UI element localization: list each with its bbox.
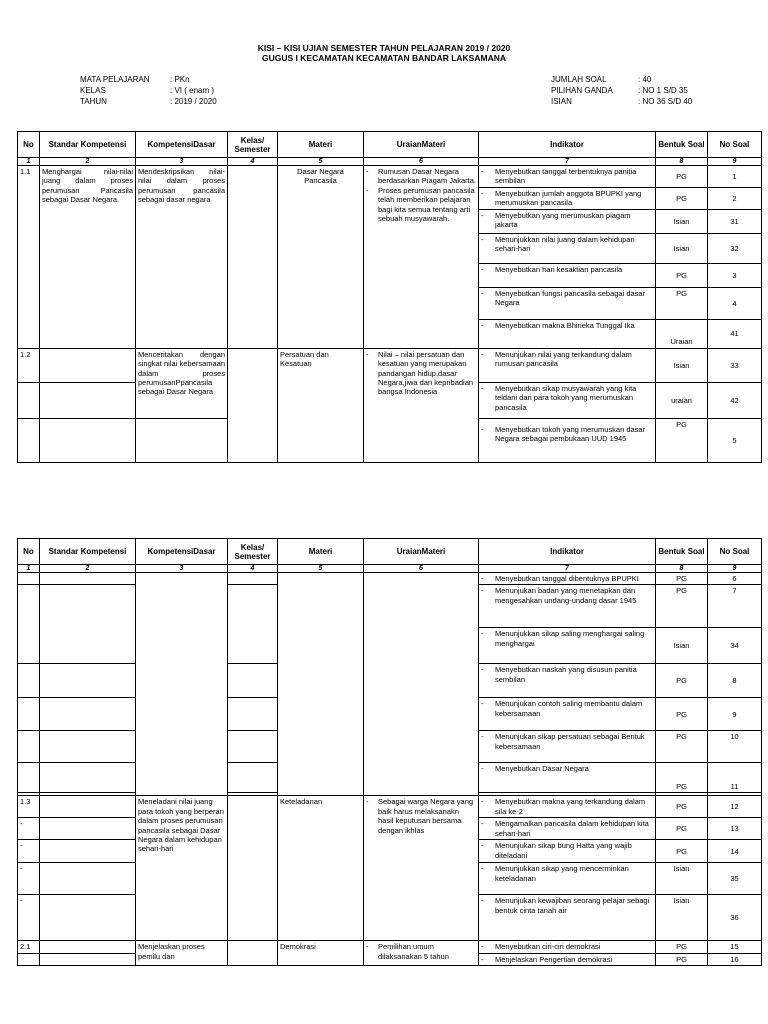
col-number: 7 xyxy=(479,158,656,166)
header-row xyxy=(18,132,762,158)
col-header: No Soal xyxy=(708,539,762,565)
indikator: - Menyebutkan jumlah anggota BPUPKI yang merumuskan pancasila xyxy=(479,187,656,209)
kelas-semester xyxy=(228,796,278,941)
standar-kompetensi xyxy=(40,953,136,965)
col-header: Materi xyxy=(278,132,364,158)
no-soal: 10 xyxy=(708,731,762,763)
no-soal: 32 xyxy=(708,233,762,263)
standar-kompetensi xyxy=(40,840,136,863)
col-number: 4 xyxy=(228,565,278,573)
indikator: - Menjelaskan Pengertian demokrasi xyxy=(479,953,656,965)
bentuk-soal: PG xyxy=(656,287,708,319)
indikator: - Menyebutkan ciri-ciri demokrasi xyxy=(479,941,656,953)
col-number: 3 xyxy=(136,565,228,573)
col-number: 8 xyxy=(656,158,708,166)
bentuk-soal: PG xyxy=(656,818,708,840)
bentuk-soal: PG xyxy=(656,698,708,731)
no-soal: 15 xyxy=(708,941,762,953)
col-header: KompetensiDasar xyxy=(136,539,228,565)
col-header: Standar Kompetensi xyxy=(40,539,136,565)
uraian-point: Proses perumusan pancasila telah memberikan pelajaran bagi kita semua tentang arti sebuah musyawarah. xyxy=(378,185,475,224)
no-soal: 7 xyxy=(708,585,762,628)
bentuk-soal: PG xyxy=(656,796,708,818)
indikator: - Menyebutkan Dasar Negara xyxy=(479,763,656,793)
standar-kompetensi xyxy=(40,818,136,840)
bentuk-soal: Isian xyxy=(656,895,708,941)
standar-kompetensi xyxy=(40,796,136,818)
meta-value: : NO 36 S/D 40 xyxy=(638,97,693,106)
standar-kompetensi xyxy=(40,382,136,418)
materi: Demokrasi xyxy=(278,941,364,966)
kisi-table-1 xyxy=(17,131,762,463)
indikator: - Menyebutkan tanggal dibentuknya BPUPKI xyxy=(479,573,656,585)
indikator: - Mengamalkan pancasila dalam kehidupan kita sehari-hari xyxy=(479,818,656,840)
col-number: 8 xyxy=(656,565,708,573)
bentuk-soal: PG xyxy=(656,166,708,188)
bentuk-soal: PG xyxy=(656,418,708,462)
table-row xyxy=(18,573,762,585)
kd-number xyxy=(18,698,40,731)
kd-number xyxy=(18,731,40,763)
meta-value: : PKn xyxy=(170,75,190,84)
indikator: - Menunjukan sikap bung Hatta yang wajib diteladani xyxy=(479,840,656,863)
col-header: Indikator xyxy=(479,132,656,158)
indikator: - Menyebutkan tanggal terbentuknya panitia sembilan xyxy=(479,166,656,188)
kd-number: - xyxy=(18,863,40,895)
indikator: - Menunjukan kewajiban seorang pelajar sebagi bentuk cinta tanah air xyxy=(479,895,656,941)
uraian-point: Pemilihan umum dilaksanakan 5 tahun xyxy=(378,942,449,961)
col-header: Kelas/ Semester xyxy=(228,539,278,565)
col-header: No Soal xyxy=(708,132,762,158)
standar-kompetensi xyxy=(40,863,136,895)
kelas-semester xyxy=(228,698,278,731)
standar-kompetensi xyxy=(40,731,136,763)
kelas-semester xyxy=(228,166,278,349)
kelas-semester xyxy=(228,348,278,462)
bentuk-soal: Isian xyxy=(656,348,708,382)
bentuk-soal: Isian xyxy=(656,233,708,263)
no-soal: 34 xyxy=(708,628,762,664)
bentuk-soal: Isian xyxy=(656,863,708,895)
standar-kompetensi xyxy=(40,418,136,462)
col-header: Bentuk Soal xyxy=(656,132,708,158)
no-soal: 12 xyxy=(708,796,762,818)
no-soal: 9 xyxy=(708,698,762,731)
no-soal: 5 xyxy=(708,418,762,462)
no-soal: 1 xyxy=(708,166,762,188)
indikator: - Menunjukan sikap persatuan sebagai Bentuk kebersamaan xyxy=(479,731,656,763)
indikator: - Menyebutkan hari kesaktian pancasila xyxy=(479,263,656,287)
no-soal: 41 xyxy=(708,319,762,348)
kompetensi-dasar xyxy=(136,573,228,796)
kompetensi-dasar: Meneladani nilai juang para tokoh yang berperan dalam proses perumusan pancasila sebagai Dasar Negara dalam kehidupan sehari-hari xyxy=(136,796,228,941)
bentuk-soal: PG xyxy=(656,731,708,763)
standar-kompetensi: Menghargai nilai-nilai juang dalam proses perumusan Pancasila sebagai Dasar Negara. xyxy=(40,166,136,349)
standar-kompetensi xyxy=(40,941,136,953)
kd-number xyxy=(18,573,40,585)
col-number: 6 xyxy=(364,158,479,166)
kd-number: 1.3 xyxy=(18,796,40,818)
bentuk-soal: PG xyxy=(656,263,708,287)
standar-kompetensi xyxy=(40,698,136,731)
no-soal: 8 xyxy=(708,664,762,698)
bentuk-soal: PG xyxy=(656,953,708,965)
kelas-semester xyxy=(228,763,278,793)
col-number: 1 xyxy=(18,565,40,573)
col-header: No xyxy=(18,539,40,565)
uraian-materi: - Pemilihan umum dilaksanakan 5 tahun xyxy=(364,941,479,966)
col-header: Standar Kompetensi xyxy=(40,132,136,158)
indikator: - Menunjukan nilai yang terkandung dalam rumusan pancasila xyxy=(479,348,656,382)
standar-kompetensi xyxy=(40,585,136,664)
bentuk-soal: PG xyxy=(656,573,708,585)
col-header: UraianMateri xyxy=(364,132,479,158)
kisi-table-2 xyxy=(17,538,762,966)
kd-number: - xyxy=(18,818,40,840)
uraian-materi xyxy=(364,573,479,796)
standar-kompetensi xyxy=(40,573,136,585)
indikator: - Menunjukkan sikap yang mencerminkan keteladanan xyxy=(479,863,656,895)
meta-value: : NO 1 S/D 35 xyxy=(638,86,688,95)
col-number: 9 xyxy=(708,565,762,573)
kd-number: - xyxy=(18,840,40,863)
meta-label: JUMLAH SOAL xyxy=(551,75,607,84)
uraian-point: Sebagai warga Negara yang baik harus melaksanakn hasil keputusan bersama dengan ikhlas xyxy=(378,797,474,835)
kd-number xyxy=(18,585,40,664)
uraian-materi: - Nilai – nilai persatuan dan kesatuan yang merupakan pandangan hidup,dasar Negara,jiwa dan kepribadian bangsa Indonesia xyxy=(364,348,479,462)
uraian-materi: - Rumusan Dasar Negara berdasarkan Piagam Jakarta. - Proses perumusan pancasila telah memberikan pelajaran bagi kita semua tentang arti sebuah musyawarah. xyxy=(364,166,479,349)
bentuk-soal: PG xyxy=(656,664,708,698)
bentuk-soal: PG xyxy=(656,763,708,793)
meta-left xyxy=(80,74,217,107)
col-number: 7 xyxy=(479,565,656,573)
materi: Keteladanan xyxy=(278,796,364,941)
no-soal: 4 xyxy=(708,287,762,319)
bentuk-soal: Isian xyxy=(656,209,708,233)
col-header: Indikator xyxy=(479,539,656,565)
meta-value: : 2019 / 2020 xyxy=(170,97,217,106)
kelas-semester xyxy=(228,731,278,763)
indikator: - Menyebutkan sikap musyawarah yang kita teldani dari para tokoh yang merumuskan pancasila xyxy=(479,382,656,418)
kd-number xyxy=(18,382,40,418)
no-soal: 35 xyxy=(708,863,762,895)
col-header: KompetensiDasar xyxy=(136,132,228,158)
kompetensi-dasar: Menceritakan dengan singkat nilai kebersamaan dalam proses perumusanPpancasila sebagai Dasar Negara xyxy=(136,348,228,418)
materi: Persatuan dan Kesatuan xyxy=(278,348,364,462)
column-number-row xyxy=(18,158,762,166)
bentuk-soal: PG xyxy=(656,941,708,953)
kelas-semester xyxy=(228,585,278,664)
indikator: - Menunjukkan sikap saling menghargai saling menghargai xyxy=(479,628,656,664)
document-subtitle: GUGUS I KECAMATAN KECAMATAN BANDAR LAKSAMANA xyxy=(262,53,506,63)
col-number: 1 xyxy=(18,158,40,166)
indikator: - Menyebutkan makna Bhineka Tunggal Ika xyxy=(479,319,656,348)
col-header: No xyxy=(18,132,40,158)
no-soal: 13 xyxy=(708,818,762,840)
uraian-materi: - Sebagai warga Negara yang baik harus melaksanakn hasil keputusan bersama dengan ikhlas xyxy=(364,796,479,941)
standar-kompetensi xyxy=(40,763,136,793)
indikator: - Menunjukan contoh saling membantu dalam kebersamaan xyxy=(479,698,656,731)
indikator: - Menunjukkan nilai juang dalam kehidupan sehari-hari xyxy=(479,233,656,263)
kelas-semester xyxy=(228,941,278,966)
column-number-row xyxy=(18,565,762,573)
col-header: Kelas/ Semester xyxy=(228,132,278,158)
col-number: 5 xyxy=(278,565,364,573)
kd-number: 1.1 xyxy=(18,166,40,349)
col-number: 3 xyxy=(136,158,228,166)
col-number: 2 xyxy=(40,565,136,573)
kd-number: 2.1 xyxy=(18,941,40,953)
col-header: Materi xyxy=(278,539,364,565)
table-row xyxy=(18,166,762,188)
no-soal: 14 xyxy=(708,840,762,863)
meta-label: PILIHAN GANDA xyxy=(551,86,613,95)
header-row xyxy=(18,539,762,565)
no-soal: 6 xyxy=(708,573,762,585)
indikator: - Menyebutkan tokoh yang merumuskan dasar Negara sebagai pembukaan UUD 1945 xyxy=(479,418,656,462)
kd-number xyxy=(18,953,40,965)
no-soal: 16 xyxy=(708,953,762,965)
no-soal: 11 xyxy=(708,763,762,793)
meta-label: KELAS xyxy=(80,86,106,95)
kompetensi-dasar: Mendeskripsikan nilai-nilai dalam proses perumusan pancasila sebagai dasar negara xyxy=(136,166,228,349)
table-row xyxy=(18,348,762,382)
meta-right xyxy=(551,74,692,107)
materi xyxy=(278,573,364,796)
no-soal: 33 xyxy=(708,348,762,382)
uraian-point: Nilai – nilai persatuan dan kesatuan yang merupakan pandangan hidup,dasar Negara,jiwa dan kepribadian bangsa Indonesia xyxy=(378,349,474,397)
meta-label: MATA PELAJARAN xyxy=(80,75,150,84)
kd-number xyxy=(18,418,40,462)
kompetensi-dasar xyxy=(136,418,228,462)
table-row xyxy=(18,796,762,818)
indikator: - Menyebutkan naskah yang disusun panitia sembilan xyxy=(479,664,656,698)
kd-number xyxy=(18,664,40,698)
indikator: - Menunjukan badan yang menetapkan dan mengesahkan undang-undang dasar 1945 xyxy=(479,585,656,628)
kompetensi-dasar: Menjelaskan proses pemilu dan xyxy=(136,941,228,966)
bentuk-soal: Uraian xyxy=(656,319,708,348)
materi: Dasar Negara Pancasila xyxy=(278,166,364,349)
indikator: - Menyebutkan yang merumuskan piagam jakarta xyxy=(479,209,656,233)
kd-number: 1.2 xyxy=(18,348,40,382)
bentuk-soal: Isian xyxy=(656,628,708,664)
kelas-semester xyxy=(228,573,278,585)
kd-number xyxy=(18,763,40,793)
no-soal: 31 xyxy=(708,209,762,233)
col-number: 5 xyxy=(278,158,364,166)
no-soal: 3 xyxy=(708,263,762,287)
col-header: Bentuk Soal xyxy=(656,539,708,565)
document-title: KISI – KISI UJIAN SEMESTER TAHUN PELAJARAN 2019 / 2020 xyxy=(257,43,511,53)
col-number: 2 xyxy=(40,158,136,166)
meta-value: : 40 xyxy=(638,75,652,84)
col-number: 9 xyxy=(708,158,762,166)
standar-kompetensi xyxy=(40,348,136,382)
meta-value: : VI ( enam ) xyxy=(170,86,215,95)
standar-kompetensi xyxy=(40,895,136,941)
no-soal: 36 xyxy=(708,895,762,941)
standar-kompetensi xyxy=(40,664,136,698)
kelas-semester xyxy=(228,664,278,698)
meta-label: ISIAN xyxy=(551,97,572,106)
col-number: 4 xyxy=(228,158,278,166)
meta-label: TAHUN xyxy=(80,97,107,106)
bentuk-soal: PG xyxy=(656,187,708,209)
no-soal: 42 xyxy=(708,382,762,418)
col-header: UraianMateri xyxy=(364,539,479,565)
kd-number: - xyxy=(18,895,40,941)
col-number: 6 xyxy=(364,565,479,573)
indikator: - Menyebutkan makna yang terkandung dalam sila ke-2 xyxy=(479,796,656,818)
uraian-point: Rumusan Dasar Negara berdasarkan Piagam Jakarta. xyxy=(378,167,476,186)
indikator: - Menyebutkan fungsi pancasila sebagai dasar Negara xyxy=(479,287,656,319)
bentuk-soal: PG xyxy=(656,585,708,628)
bentuk-soal: uraian xyxy=(656,382,708,418)
table-row xyxy=(18,941,762,953)
no-soal: 2 xyxy=(708,187,762,209)
bentuk-soal: PG xyxy=(656,840,708,863)
